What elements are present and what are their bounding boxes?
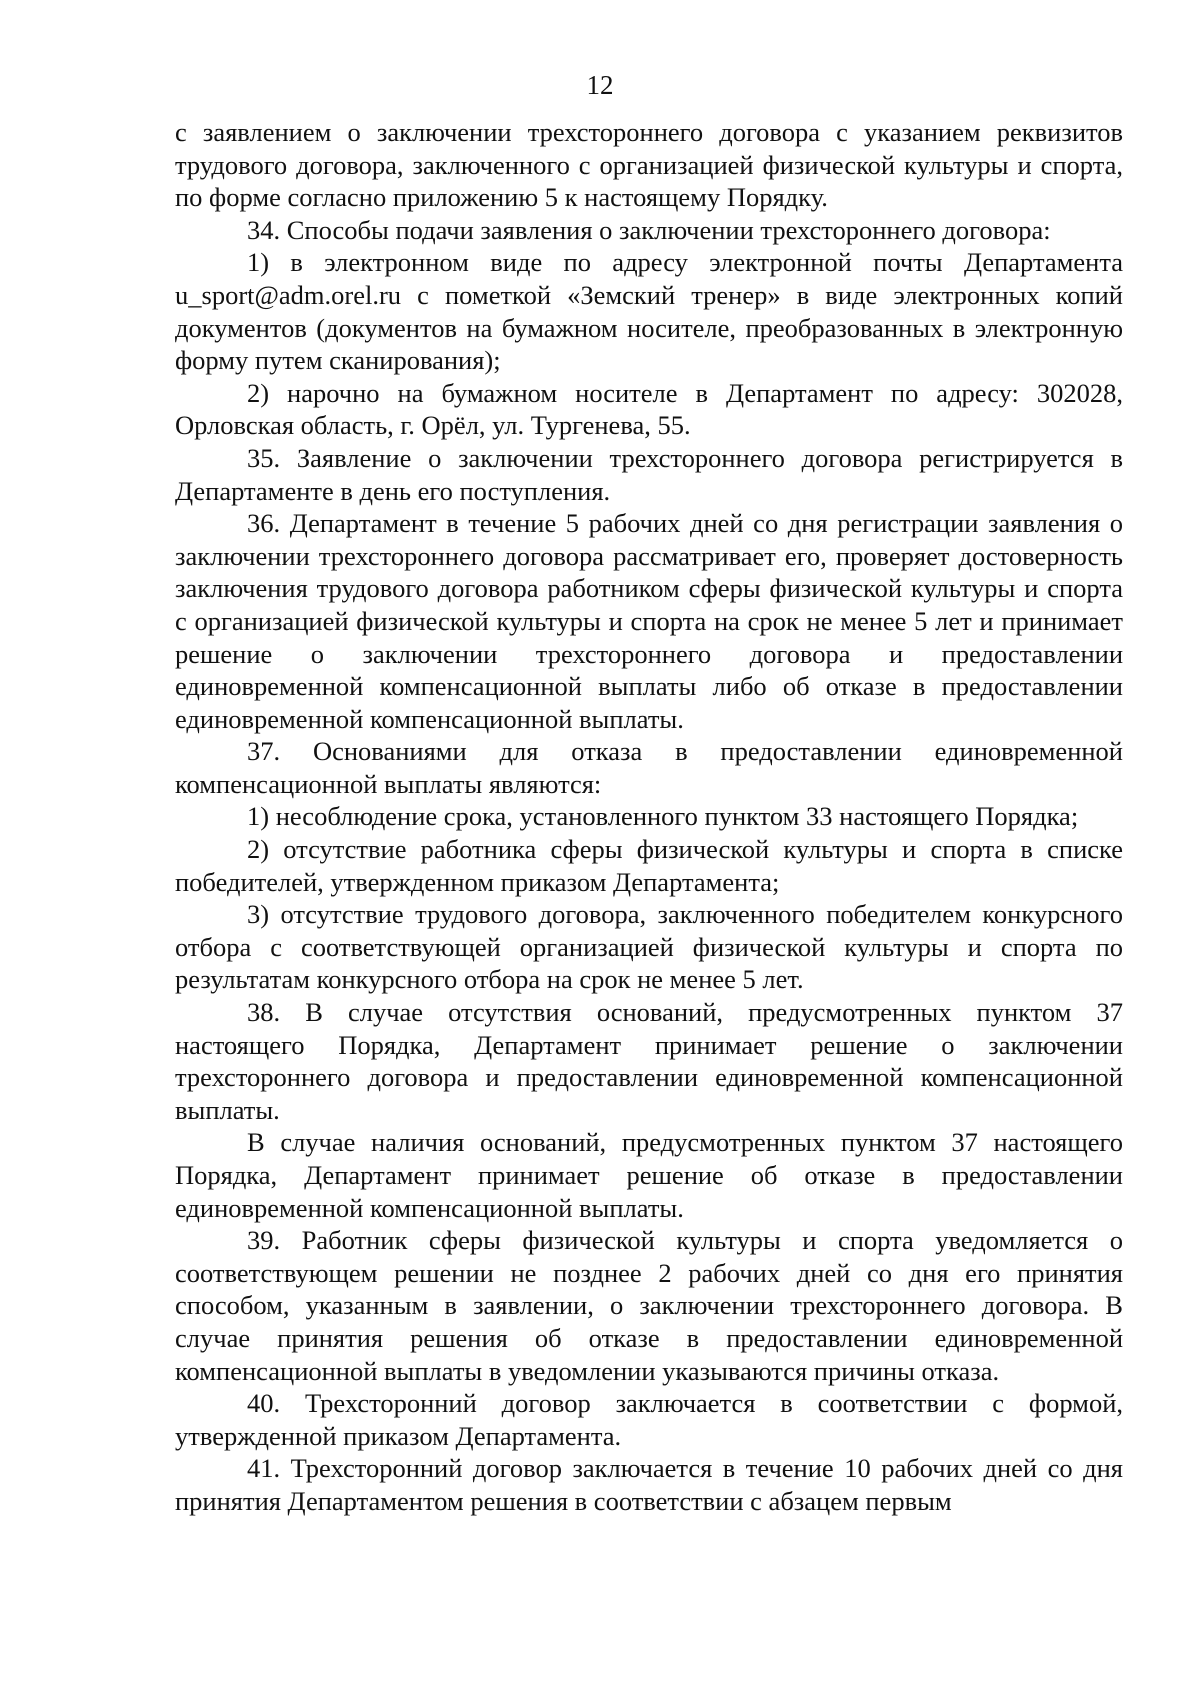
paragraph: 41. Трехсторонний договор заключается в течение 10 рабочих дней со дня принятия Департаментом решения в соответствии с абзацем первым (175, 1453, 1123, 1516)
paragraph: В случае наличия оснований, предусмотренных пунктом 37 настоящего Порядка, Департамент принимает решение об отказе в предоставлении единовременной компенсационной выплаты. (175, 1127, 1123, 1223)
paragraph: 2) отсутствие работника сферы физической культуры и спорта в списке победителей, утвержденном приказом Департамента; (175, 834, 1123, 897)
page-number: 12 (586, 70, 614, 100)
paragraph: 1) в электронном виде по адресу электронной почты Департамента u_sport@adm.orel.ru с пометкой «Земский тренер» в виде электронных копий документов (документов на бумажном носителе, преобразованных в электронную форму путем сканирования); (175, 247, 1123, 376)
paragraph: 2) нарочно на бумажном носителе в Департамент по адресу: 302028, Орловская область, г. Орёл, ул. Тургенева, 55. (175, 377, 1123, 441)
paragraph: 39. Работник сферы физической культуры и спорта уведомляется о соответствующем решении не позднее 2 рабочих дней со дня его принятия способом, указанным в заявлении, о заключении трехстороннего договора. В случае принятия решения об отказе в предоставлении единовременной компенсационной выплаты в уведомлении указываются причины отказа. (175, 1225, 1123, 1386)
paragraph: 37. Основаниями для отказа в предоставлении единовременной компенсационной выплаты являются: (175, 736, 1123, 799)
paragraph: 3) отсутствие трудового договора, заключенного победителем конкурсного отбора с соответствующей организацией физической культуры и спорта по результатам конкурсного отбора на срок не менее 5 лет. (175, 899, 1123, 995)
paragraph: 34. Способы подачи заявления о заключении трехстороннего договора: (247, 214, 1051, 245)
document-body (175, 116, 1123, 1518)
paragraph: 35. Заявление о заключении трехстороннего договора регистрируется в Департаменте в день его поступления. (175, 442, 1123, 506)
paragraph: 1) несоблюдение срока, установленного пунктом 33 настоящего Порядка; (247, 801, 1079, 832)
paragraph: с заявлением о заключении трехстороннего договора с указанием реквизитов трудового договора, заключенного с организацией физической культуры и спорта, по форме согласно приложению 5 к настоящему Порядку. (175, 117, 1123, 213)
paragraph: 36. Департамент в течение 5 рабочих дней со дня регистрации заявления о заключении трехстороннего договора рассматривает его, проверяет достоверность заключения трудового договора работником сферы физической культуры и спорта с организацией физической культуры и спорта на срок не менее 5 лет и принимает решение о заключении трехстороннего договора и предоставлении единовременной компенсационной выплаты либо об отказе в предоставлении единовременной компенсационной выплаты. (175, 508, 1123, 734)
paragraph: 40. Трехсторонний договор заключается в соответствии с формой, утвержденной приказом Департамента. (175, 1388, 1123, 1451)
paragraph: 38. В случае отсутствия оснований, предусмотренных пунктом 37 настоящего Порядка, Департамент принимает решение о заключении трехстороннего договора и предоставлении единовременной компенсационной выплаты. (175, 997, 1123, 1125)
